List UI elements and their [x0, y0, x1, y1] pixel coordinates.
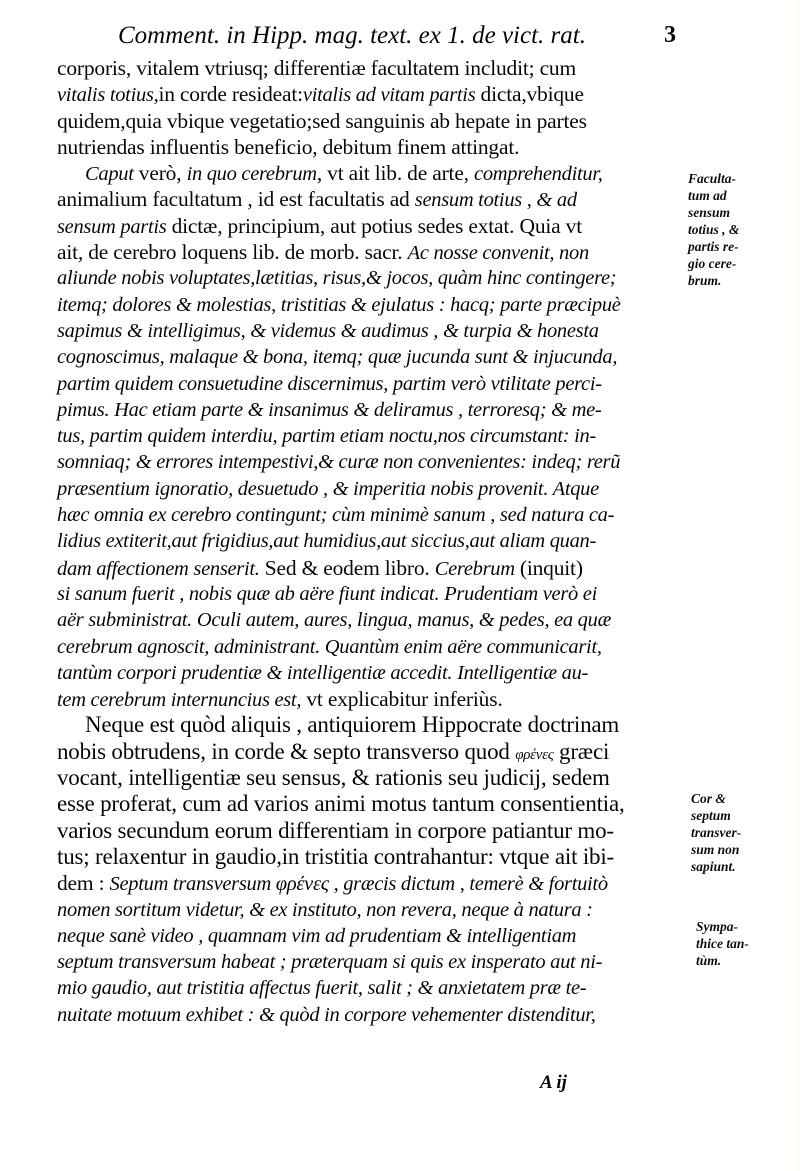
text-line: septum transversum habeat ; præterquam si quis ex insperato aut ni-	[57, 951, 603, 974]
text-line: itemq; dolores & molestias, tristitias & ejulatus : hacq; parte præcipuè	[57, 293, 621, 316]
text-line: nutriendas influentis beneficio, debitum finem attingat.	[57, 134, 520, 159]
text-line: aër subministrat. Oculi autem, aures, lingua, manus, & pedes, ea quæ	[57, 609, 611, 632]
text-line: corporis, vitalem vtriusq; differentiæ facultatem includit; cum	[57, 56, 576, 80]
text-line: mio gaudio, aut tristitia affectus fuerit, salit ; & anxietatem præ te-	[57, 977, 587, 1000]
signature-catchword: A ij	[540, 1072, 567, 1093]
text-line: tus, partim quidem interdiu, partim etiam noctu,nos circumstant: in-	[57, 425, 596, 448]
text-line: tus; relaxentur in gaudio,in tristitia contrahantur: vtque ait ibi-	[57, 843, 614, 869]
text-line: esse proferat, cum ad varios animi motus tantum consentientia,	[57, 791, 625, 817]
marginal-note-facultatum: Faculta- tum ad sensum totius , & partis re- gio cere- brum.	[688, 171, 740, 288]
marginal-note-sympathice: Sympa- thice tan- tùm.	[696, 919, 749, 968]
text-line: sapimus & intelligimus, & videmus & audimus , & turpia & honesta	[57, 319, 599, 342]
text-line: animalium facultatum , id est facultatis ad sensum totius , & ad	[57, 187, 577, 212]
text-line: somniaq; & errores intempestivi,& curæ non convenientes: indeq; rerũ	[57, 451, 621, 474]
text-line: nuitate motuum exhibet : & quòd in corpore vehementer distenditur,	[57, 1003, 596, 1026]
text-line: præsentium ignoratio, desuetudo , & imperitia nobis provenit. Atque	[57, 477, 599, 500]
text-line: vocant, intelligentiæ seu sensus, & rationis seu judicij, sedem	[57, 765, 610, 791]
text-line: tantùm corpori prudentiæ & intelligentiæ accedit. Intelligentiæ au-	[57, 661, 589, 684]
text-line: pimus. Hac etiam parte & insanimus & deliramus , terroresq; & me-	[57, 398, 602, 421]
text-line: quidem,quia vbique vegetatio;sed sanguinis ab hepate in partes	[57, 108, 587, 133]
text-line: dem : Septum transversum φρένες , græcis dictum , temerè & fortuitò	[57, 871, 608, 896]
text-line: aliunde nobis voluptates,lætitias, risus,& jocos, quàm hinc contingere;	[57, 267, 617, 290]
text-line: lidius extiterit,aut frigidius,aut humidius,aut siccius,aut aliam quan-	[57, 530, 597, 553]
text-line: tem cerebrum internuncius est, vt explicabitur inferiùs.	[57, 687, 503, 712]
text-line: sensum partis dictæ, principium, aut potius sedes extat. Quia vt	[57, 213, 582, 238]
text-line: ait, de cerebro loquens lib. de morb. sacr. Ac nosse convenit, non	[57, 240, 589, 265]
main-text-block	[57, 55, 687, 1028]
text-line: nobis obtrudens, in corde & septo transverso quod φρένες græci	[57, 738, 610, 764]
text-line: si sanum fuerit , nobis quæ ab aëre fiunt indicat. Prudentiam verò ei	[57, 582, 597, 605]
text-line: neque sanè video , quamnam vim ad prudentiam & intelligentiam	[57, 924, 577, 947]
text-line: dam affectionem senserit. Sed & eodem libro. Cerebrum (inquit)	[57, 555, 583, 580]
text-line: cerebrum agnoscit, administrant. Quantùm enim aëre communicarit,	[57, 635, 602, 658]
text-line: Caput verò, in quo cerebrum, vt ait lib. de arte, comprehenditur,	[85, 161, 603, 186]
text-line: partim quidem consuetudine discernimus, partim verò vtilitate perci-	[57, 372, 602, 395]
marginal-note-cor: Cor & septum transver- sum non sapiunt.	[691, 791, 742, 874]
running-title: Comment. in Hipp. mag. text. ex 1. de vict. rat.	[118, 22, 586, 49]
page-number: 3	[664, 22, 676, 48]
text-line: nomen sortitum videtur, & ex instituto, non revera, neque à natura :	[57, 898, 593, 921]
text-line: hæc omnia ex cerebro contingunt; cùm minimè sanum , sed natura ca-	[57, 504, 615, 527]
text-line: Neque est quòd aliquis , antiquiorem Hippocrate doctrinam	[85, 712, 620, 738]
text-line: vitalis totius,in corde resideat:vitalis ad vitam partis dicta,vbique	[57, 82, 584, 107]
text-line: varios secundum eorum differentiam in corpore patiantur mo-	[57, 817, 614, 843]
text-line: cognoscimus, malaque & bona, itemq; quæ jucunda sunt & injucunda,	[57, 346, 618, 369]
page-edge-shadow	[768, 0, 800, 1171]
